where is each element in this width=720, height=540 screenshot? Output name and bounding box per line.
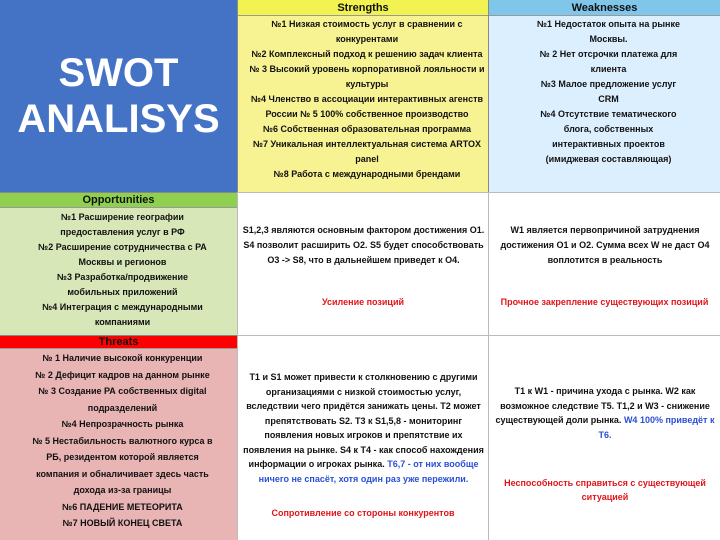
threats-section bbox=[0, 335, 237, 540]
weaknesses-line: № 2 Нет отсрочки платежа для bbox=[539, 49, 678, 59]
wo-strategy-cell bbox=[488, 192, 720, 335]
weaknesses-line: №3 Малое предложение услуг bbox=[540, 79, 677, 89]
opportunities-header: Opportunities bbox=[0, 193, 237, 208]
weaknesses-line: №4 Отсутствие тематического bbox=[540, 109, 677, 119]
threats-header: Threats bbox=[0, 336, 237, 349]
so-strategy-cell bbox=[237, 192, 488, 335]
threats-line: №7 НОВЫЙ КОНЕЦ СВЕТА bbox=[62, 518, 183, 528]
threats-line: № 2 Дефицит кадров на данном рынке bbox=[35, 369, 210, 380]
strengths-line: №7 Уникальная интеллектуальная система ARTOX bbox=[252, 139, 482, 149]
so-conclusion: Усиление позиций bbox=[321, 297, 405, 307]
threats-line: № 3 Создание РА собственных digital bbox=[38, 386, 207, 396]
opportunities-line: №1 Расширение географии bbox=[61, 212, 184, 222]
strengths-list bbox=[238, 17, 488, 182]
threats-line: РБ, резидентом которой является bbox=[46, 452, 199, 462]
threats-line: компания и обналичивает здесь часть bbox=[36, 468, 209, 479]
st-text-block bbox=[242, 370, 485, 486]
title-line-2: ANALISYS bbox=[17, 97, 220, 141]
threats-list bbox=[0, 350, 237, 532]
strengths-line: panel bbox=[355, 154, 379, 164]
weaknesses-line: клиента bbox=[590, 64, 627, 74]
title-line-1: SWOT bbox=[58, 51, 179, 95]
strengths-line: №2 Комплексный подход к решению задач клиента bbox=[251, 49, 483, 59]
opportunities-section bbox=[0, 192, 237, 335]
strengths-line: №1 Низкая стоимость услуг в сравнении с bbox=[271, 19, 463, 29]
so-text: S1,2,3 являются основным фактором достижения O1. S4 позволит расширить O2. S5 будет способствовать O3 -> S8, что в дальнейшем приведет к O4. bbox=[242, 225, 485, 265]
weaknesses-line: блога, собственных bbox=[563, 124, 654, 134]
strengths-line: №8 Работа с международными брендами bbox=[273, 169, 461, 179]
wt-text: T1 к W1 - причина ухода с рынка. W2 как возможное следствие T5. T1,2 и W3 - снижение существующей доли рынка. bbox=[495, 386, 710, 425]
weaknesses-header: Weaknesses bbox=[489, 0, 720, 16]
threats-line: дохода из-за границы bbox=[73, 485, 172, 495]
wt-conclusion: Неспособность справиться с существующей ситуацией bbox=[504, 478, 706, 502]
wt-text-block bbox=[493, 384, 717, 442]
st-conclusion: Сопротивление со стороны конкурентов bbox=[271, 508, 455, 518]
wo-text: W1 является первопричиной затруднения достижения O1 и O2. Сумма всех W не даст O4 воплотится в реальность bbox=[500, 225, 710, 265]
opportunities-list bbox=[0, 210, 237, 330]
weaknesses-line: CRM bbox=[598, 94, 619, 104]
strengths-line: № 3 Высокий уровень корпоративной лояльности и bbox=[249, 64, 485, 74]
opportunities-line: №4 Интеграция с международными bbox=[42, 302, 203, 312]
wt-strategy-cell bbox=[488, 335, 720, 540]
opportunities-line: предоставления услуг в РФ bbox=[60, 227, 185, 237]
strengths-header: Strengths bbox=[238, 0, 488, 16]
weaknesses-list bbox=[489, 17, 720, 167]
weaknesses-section bbox=[488, 0, 720, 192]
strengths-line: №6 Собственная образовательная программа bbox=[262, 124, 471, 134]
strengths-line: культуры bbox=[345, 79, 389, 89]
threats-line: №6 ПАДЕНИЕ МЕТЕОРИТА bbox=[62, 501, 183, 512]
title-block bbox=[0, 0, 237, 192]
weaknesses-line: (имиджевая составляющая) bbox=[545, 154, 672, 164]
strengths-line: №4 Членство в ассоциации интерактивных агенств bbox=[250, 94, 484, 104]
strengths-line: России № 5 100% собственное производство bbox=[265, 109, 469, 119]
opportunities-line: мобильных приложений bbox=[67, 287, 178, 297]
st-text: T1 и S1 может привести к столкновению с другими организациями с низкой стоимостью услуг, вследствии чего придётся занижать цены. T2 может препятствовать S2. T3 к S1,5,8 - мониторинг появления новых игроков и препятствие их появления на рынке. S4 к T4 - как способ нахождения информации о игроках рынка. bbox=[243, 372, 484, 469]
opportunities-line: №2 Расширение сотрудничества с РА bbox=[38, 242, 207, 252]
threats-line: №4 Непрозрачность рынка bbox=[61, 419, 184, 429]
st-highlight: T6,7 - от них вообще ничего не спасёт, хотя один раз уже пережили. bbox=[258, 459, 479, 484]
opportunities-line: компаниями bbox=[94, 317, 151, 327]
weaknesses-line: Москвы. bbox=[589, 34, 628, 44]
threats-line: № 1 Наличие высокой конкуренции bbox=[42, 353, 203, 363]
wt-highlight: W4 100% приведёт к T6. bbox=[598, 415, 715, 440]
opportunities-line: Москвы и регионов bbox=[78, 257, 167, 267]
strengths-line: конкурентами bbox=[335, 34, 399, 44]
opportunities-line: №3 Разработка/продвижение bbox=[56, 272, 189, 282]
st-strategy-cell bbox=[237, 335, 488, 540]
weaknesses-line: №1 Недостаток опыта на рынке bbox=[537, 19, 680, 29]
threats-line: подразделений bbox=[87, 402, 158, 413]
strengths-section bbox=[237, 0, 488, 192]
wo-conclusion: Прочное закрепление существующих позиций bbox=[500, 297, 709, 307]
weaknesses-line: интерактивных проектов bbox=[552, 139, 665, 149]
threats-line: № 5 Нестабильность валютного курса в bbox=[32, 435, 213, 446]
